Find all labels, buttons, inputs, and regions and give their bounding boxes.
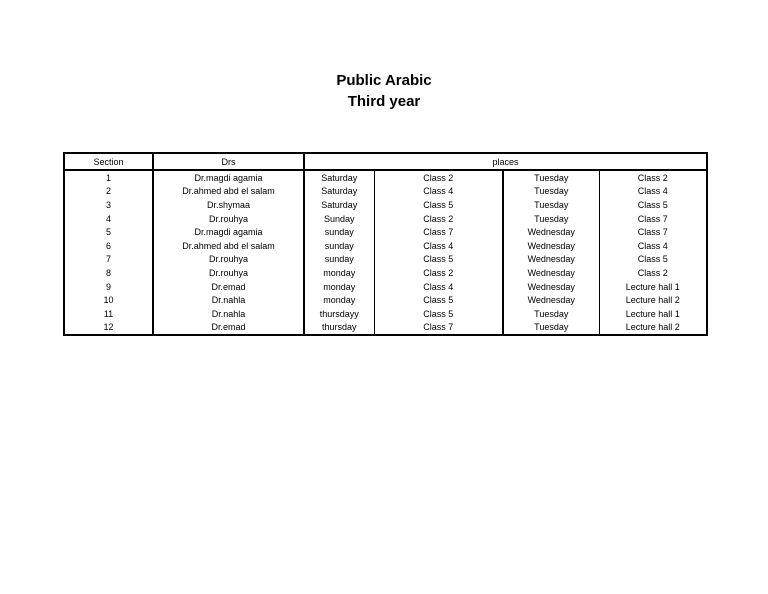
cell-place-1: Class 7 — [374, 225, 503, 239]
header-section: Section — [64, 153, 153, 170]
cell-day-1: sunday — [304, 253, 374, 267]
cell-place-1: Class 5 — [374, 293, 503, 307]
cell-place-2: Lecture hall 2 — [599, 293, 707, 307]
cell-place-2: Class 7 — [599, 225, 707, 239]
cell-day-2: Tuesday — [503, 321, 599, 336]
cell-dr: Dr.shymaa — [153, 198, 304, 212]
cell-section: 7 — [64, 253, 153, 267]
cell-dr: Dr.ahmed abd el salam — [153, 239, 304, 253]
cell-place-1: Class 4 — [374, 239, 503, 253]
table-row — [64, 293, 707, 307]
cell-place-1: Class 5 — [374, 307, 503, 321]
cell-day-1: thursday — [304, 321, 374, 336]
cell-day-2: Tuesday — [503, 307, 599, 321]
cell-place-2: Class 5 — [599, 198, 707, 212]
cell-day-1: sunday — [304, 225, 374, 239]
cell-dr: Dr.emad — [153, 280, 304, 294]
cell-place-1: Class 2 — [374, 170, 503, 185]
cell-place-2: Lecture hall 1 — [599, 307, 707, 321]
cell-day-1: thursdayy — [304, 307, 374, 321]
table-row — [64, 225, 707, 239]
cell-day-2: Tuesday — [503, 198, 599, 212]
cell-dr: Dr.nahla — [153, 307, 304, 321]
cell-section: 10 — [64, 293, 153, 307]
table-row — [64, 266, 707, 280]
cell-place-2: Class 7 — [599, 212, 707, 226]
cell-place-2: Class 2 — [599, 170, 707, 185]
cell-dr: Dr.rouhya — [153, 253, 304, 267]
cell-day-1: Saturday — [304, 198, 374, 212]
cell-section: 5 — [64, 225, 153, 239]
cell-day-2: Wednesday — [503, 225, 599, 239]
cell-place-1: Class 4 — [374, 185, 503, 199]
cell-day-2: Tuesday — [503, 170, 599, 185]
cell-day-1: Sunday — [304, 212, 374, 226]
cell-day-2: Wednesday — [503, 280, 599, 294]
table-row — [64, 280, 707, 294]
cell-day-1: monday — [304, 293, 374, 307]
cell-dr: Dr.emad — [153, 321, 304, 336]
cell-dr: Dr.magdi agamia — [153, 225, 304, 239]
table-row — [64, 170, 707, 185]
cell-section: 3 — [64, 198, 153, 212]
cell-dr: Dr.rouhya — [153, 266, 304, 280]
cell-section: 12 — [64, 321, 153, 336]
cell-day-2: Wednesday — [503, 253, 599, 267]
cell-day-1: monday — [304, 266, 374, 280]
cell-place-1: Class 2 — [374, 266, 503, 280]
cell-dr: Dr.ahmed abd el salam — [153, 185, 304, 199]
cell-section: 11 — [64, 307, 153, 321]
cell-dr: Dr.rouhya — [153, 212, 304, 226]
header-drs: Drs — [153, 153, 304, 170]
table-row — [64, 198, 707, 212]
cell-section: 6 — [64, 239, 153, 253]
cell-place-2: Class 4 — [599, 239, 707, 253]
cell-day-2: Tuesday — [503, 185, 599, 199]
cell-section: 2 — [64, 185, 153, 199]
schedule-table — [63, 152, 708, 336]
cell-place-1: Class 5 — [374, 198, 503, 212]
document-title — [0, 70, 768, 112]
cell-dr: Dr.magdi agamia — [153, 170, 304, 185]
title-line-2: Third year — [347, 93, 421, 110]
cell-day-2: Wednesday — [503, 266, 599, 280]
cell-place-1: Class 7 — [374, 321, 503, 336]
cell-place-1: Class 4 — [374, 280, 503, 294]
cell-day-1: sunday — [304, 239, 374, 253]
cell-place-2: Lecture hall 1 — [599, 280, 707, 294]
table-row — [64, 307, 707, 321]
cell-place-2: Class 2 — [599, 266, 707, 280]
table-body — [64, 170, 707, 335]
title-line-1: Public Arabic — [336, 72, 432, 89]
cell-day-2: Wednesday — [503, 293, 599, 307]
cell-day-1: Saturday — [304, 170, 374, 185]
table-row — [64, 185, 707, 199]
cell-section: 8 — [64, 266, 153, 280]
cell-place-2: Class 5 — [599, 253, 707, 267]
table-row — [64, 212, 707, 226]
cell-place-1: Class 2 — [374, 212, 503, 226]
table-row — [64, 253, 707, 267]
cell-section: 9 — [64, 280, 153, 294]
cell-day-2: Wednesday — [503, 239, 599, 253]
cell-place-2: Class 4 — [599, 185, 707, 199]
table-row — [64, 321, 707, 336]
cell-section: 4 — [64, 212, 153, 226]
cell-dr: Dr.nahla — [153, 293, 304, 307]
cell-place-1: Class 5 — [374, 253, 503, 267]
cell-section: 1 — [64, 170, 153, 185]
cell-day-2: Tuesday — [503, 212, 599, 226]
cell-day-1: monday — [304, 280, 374, 294]
table-row — [64, 239, 707, 253]
cell-day-1: Saturday — [304, 185, 374, 199]
cell-place-2: Lecture hall 2 — [599, 321, 707, 336]
table-header-row — [64, 153, 707, 170]
header-places: places — [304, 153, 707, 170]
